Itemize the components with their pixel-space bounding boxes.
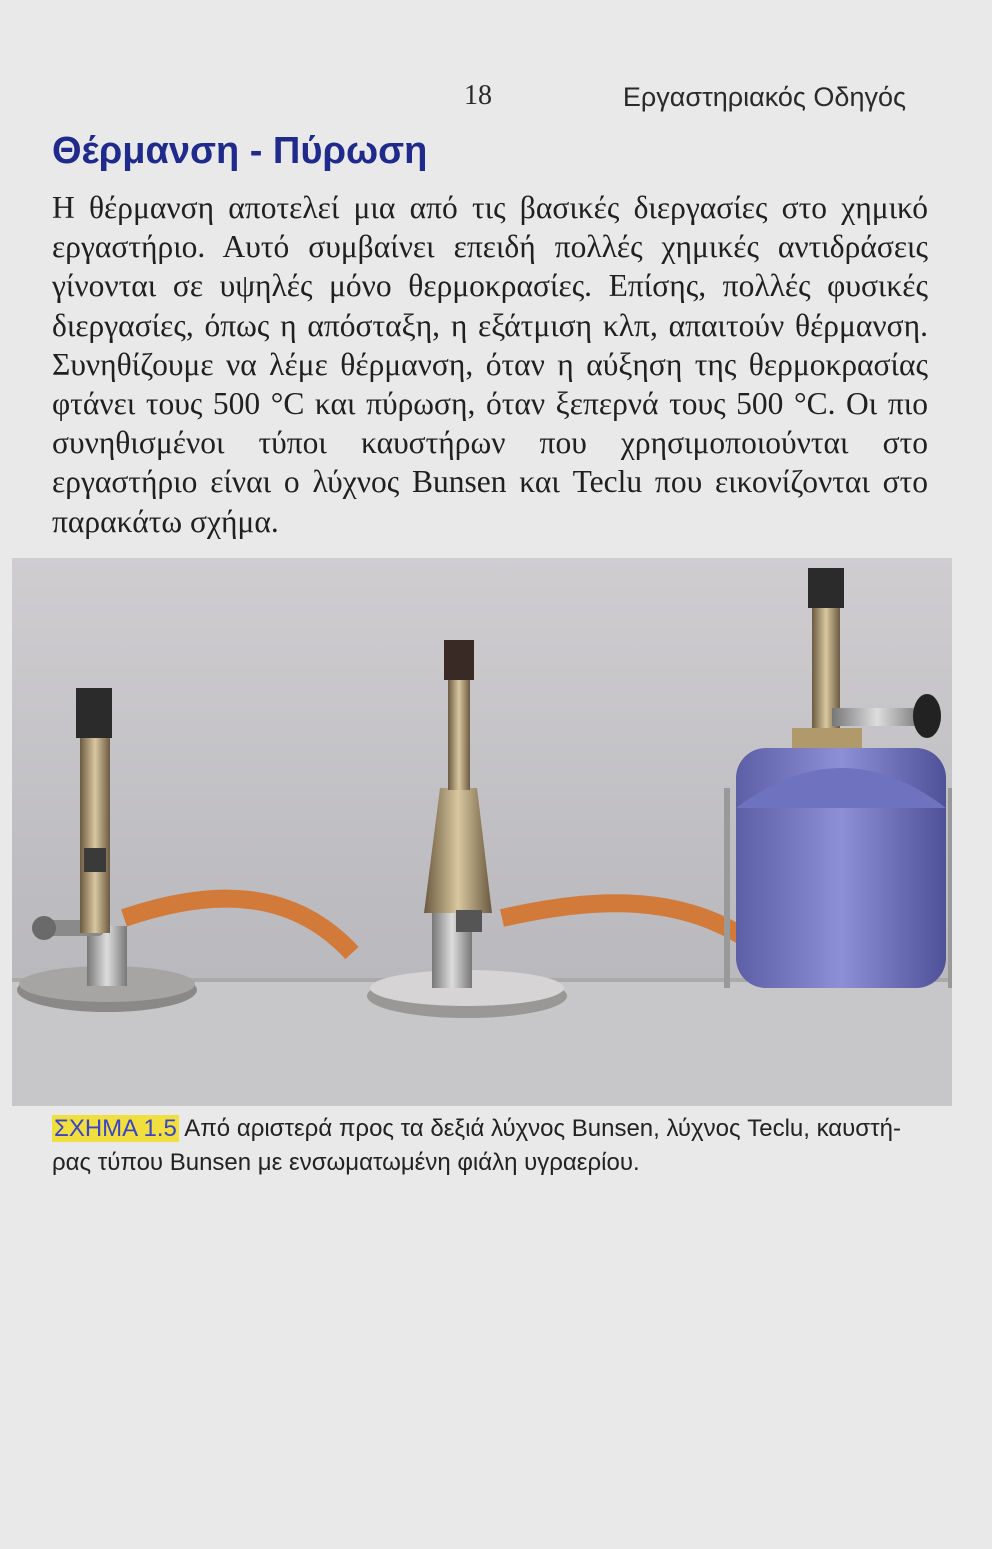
section-title: Θέρμανση - Πύρωση xyxy=(52,130,428,172)
cartridge-burner xyxy=(724,568,952,988)
teclu-burner xyxy=(367,640,772,1018)
figure-label: ΣΧΗΜΑ 1.5 xyxy=(54,1115,177,1142)
figure-caption xyxy=(52,1112,924,1180)
caption-text: Από αριστερά προς τα δεξιά λύχνος Bunsen, λύχνος Teclu, καυστήρας τύπου Bunsen με ενσωματωμένη φιάλη υγραερίου. xyxy=(52,1115,901,1176)
bunsen-burner xyxy=(17,688,352,1012)
page-number: 18 xyxy=(464,80,492,111)
burners-photo xyxy=(12,558,952,1106)
running-header: Εργαστηριακός Οδηγός xyxy=(622,82,906,112)
body-paragraph: Η θέρμανση αποτελεί μια από τις βασικές διεργασίες στο χημικό εργαστήριο. Αυτό συμβαίνει επειδή πολλές χημικές αντιδράσεις γίνονται σε υψηλές μόνο θερμοκρασίες. Επίσης, πολλές φυσικές διεργασίες, όπως η απόσταξη, η εξάτμιση κλπ, απαιτούν θέρμανση. Συνηθίζουμε να λέμε θέρμανση, όταν η αύξηση της θερμοκρασίας φτάνει τους 500 °C και πύρωση, όταν ξεπερνά τους 500 °C. Οι πιο συνηθισμένοι τύποι καυστήρων που χρησιμοποιούνται στο εργαστήριο είναι ο λύχνος Bunsen και Teclu που εικονίζονται στο παρακάτω σχήμα. xyxy=(52,190,928,539)
burners-illustration xyxy=(12,558,952,1106)
